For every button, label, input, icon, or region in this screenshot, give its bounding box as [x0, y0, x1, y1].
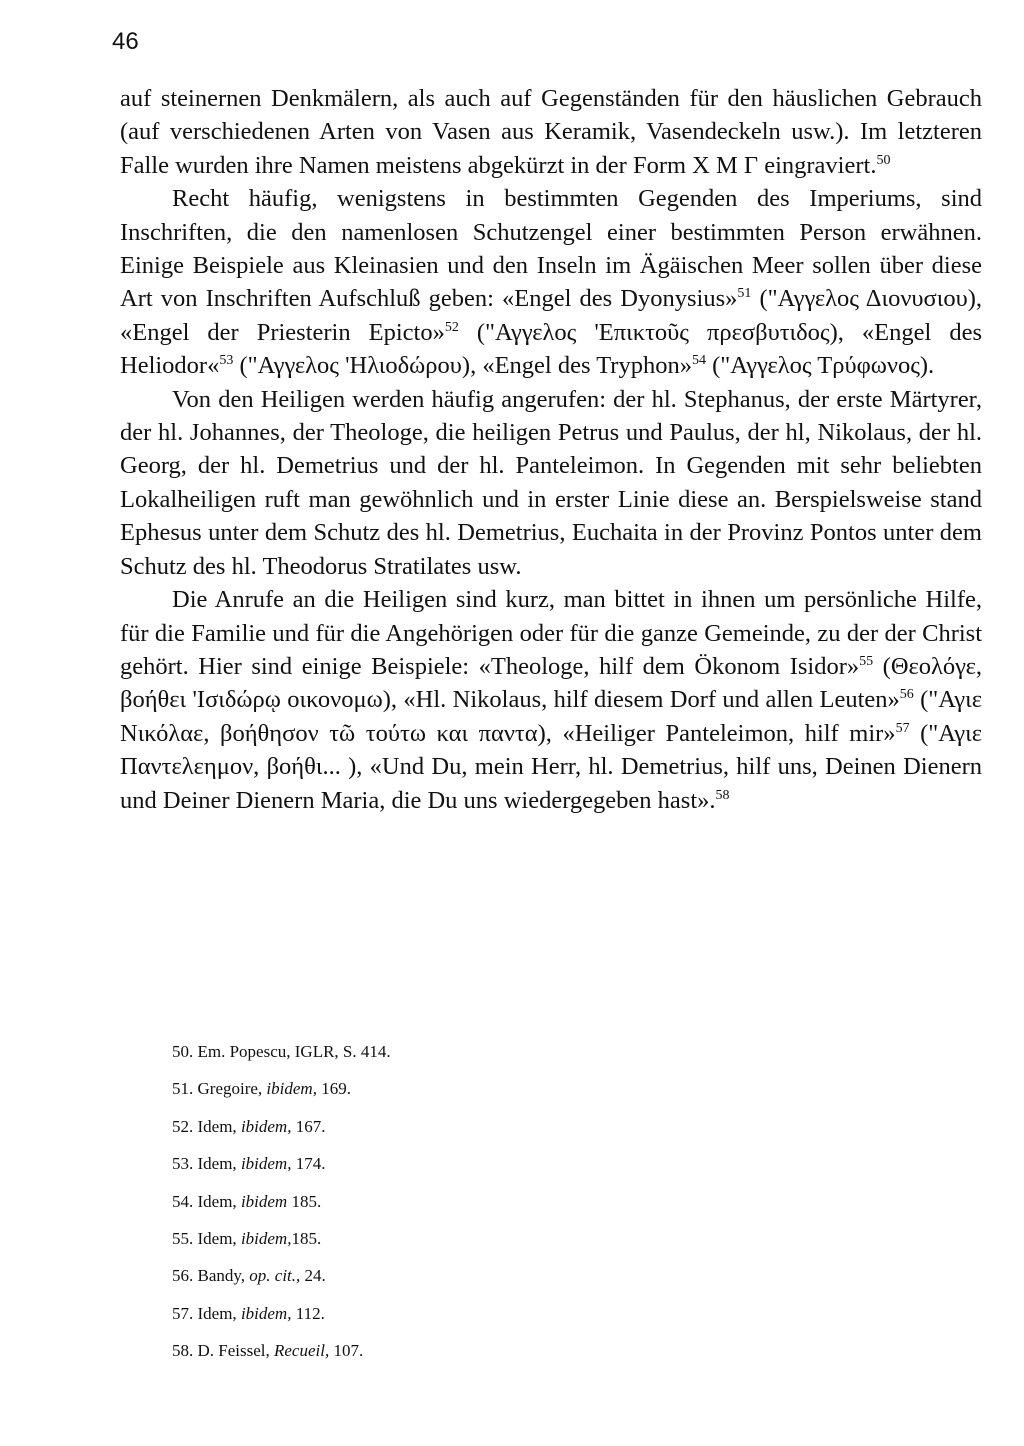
footnote-source: Idem,: [197, 1116, 241, 1136]
footnote-number: 55.: [172, 1228, 198, 1248]
text-run: ("Αγγελος Διονυσιου), «Engel der Priesterin Epicto»: [120, 285, 982, 346]
footnotes: [172, 1042, 391, 1379]
footnote-reference: 58: [715, 787, 730, 803]
footnote-item: [172, 1154, 391, 1174]
paragraph-p4: [120, 583, 982, 817]
footnote-page: 107.: [329, 1341, 364, 1361]
footnote-italic-ref: ibidem,: [240, 1154, 292, 1174]
text-run: ("Αγγελος 'Ηλιοδώρου), «Engel des Tryphon»: [233, 352, 692, 380]
footnote-number: 52.: [172, 1116, 198, 1136]
footnote-page: 174.: [291, 1154, 326, 1174]
text-run: ("Αγγελος Τρύφωνος).: [705, 352, 935, 380]
footnote-item: [172, 1079, 391, 1099]
footnote-source: Gregoire,: [197, 1079, 267, 1099]
footnote-source: Idem,: [197, 1191, 241, 1211]
paragraph-p3: [120, 383, 982, 583]
footnote-item: [172, 1304, 391, 1324]
footnote-reference: 56: [899, 687, 914, 703]
text-run: Von den Heiligen werden häufig angerufen: der hl. Stephanus, der erste Märtyrer, der hl. Johannes, der Theologe, die heiligen Petrus und Paulus, der hl, Nikolaus, der hl. Georg, der hl. Demetrius und der hl. Panteleimon. In Gegenden mit sehr beliebten Lokalheiligen ruft man gewöhnlich und in erster Linie diese an. Berspielsweise stand Ephesus unter dem Schutz des hl. Demetrius, Euchaita in der Provinz Pontos unter dem Schutz des hl. Theodorus Stratilates usw.: [120, 385, 982, 580]
text-run: ("Αγγελος 'Επικτοῦς πρεσβυτιδος), «Engel des Heliodor«: [120, 318, 982, 380]
page-number: 46: [112, 28, 139, 55]
footnote-source: Bandy,: [197, 1266, 250, 1286]
footnote-italic-ref: op. cit.,: [249, 1266, 301, 1286]
footnote-italic-ref: ibidem,: [240, 1303, 292, 1323]
footnote-number: 56.: [172, 1266, 198, 1286]
footnote-reference: 55: [859, 653, 874, 669]
footnote-reference: 51: [737, 286, 752, 302]
footnote-italic-ref: Recueil,: [274, 1341, 330, 1361]
footnote-italic-ref: ibidem,: [240, 1228, 292, 1248]
footnote-item: [172, 1192, 391, 1212]
footnote-page: 167.: [291, 1116, 326, 1136]
footnote-item: [172, 1117, 391, 1137]
footnote-reference: 52: [444, 319, 459, 335]
footnote-italic-ref: ibidem,: [266, 1079, 317, 1099]
footnote-source: Idem,: [197, 1154, 241, 1174]
text-run: auf steinernen Denkmälern, als auch auf Gegenständen für den häuslichen Gebrauch (auf verschiedenen Arten von Vasen aus Keramik, Vasendeckeln usw.). Im letzteren Falle wurden ihre Namen meistens abgekürzt in der Form Χ Μ Γ eingraviert.: [120, 85, 982, 179]
footnote-italic-ref: ibidem,: [240, 1116, 292, 1136]
footnote-page: 185.: [287, 1191, 322, 1211]
text-run: Recht häufig, wenigstens in bestimmten Gegenden des Imperiums, sind Inschriften, die den namenlosen Schutzengel einer bestimmten Person erwähnen. Einige Beispiele aus Kleinasien und den Inseln im Ägäischen Meer sollen über diese Art von Inschriften Aufschluß geben: «Engel des Dyonysius»: [120, 185, 982, 313]
footnote-source: Em. Popescu, IGLR, S. 414.: [197, 1042, 391, 1061]
footnote-number: 58.: [172, 1341, 198, 1361]
footnote-reference: 54: [691, 353, 706, 369]
footnote-page: 24.: [300, 1266, 326, 1286]
footnote-source: Idem,: [197, 1228, 241, 1248]
footnote-item: [172, 1266, 391, 1286]
footnote-number: 57.: [172, 1303, 198, 1323]
footnote-number: 54.: [172, 1191, 198, 1211]
footnote-reference: 53: [219, 353, 234, 369]
body-text: [120, 82, 982, 817]
footnote-item: [172, 1341, 391, 1361]
text-run: Die Anrufe an die Heiligen sind kurz, man bittet in ihnen um persönliche Hilfe, für die Familie und für die Angehörigen oder für die ganze Gemeinde, zu der der Christ gehört. Hier sind einige Beispiele: «Theologe, hilf dem Ökonom Isidor»: [120, 586, 982, 680]
footnote-number: 53.: [172, 1154, 198, 1174]
footnote-italic-ref: ibidem: [240, 1191, 288, 1211]
footnote-item: [172, 1229, 391, 1249]
footnote-number: 50.: [172, 1042, 198, 1061]
text-run: ("Αγιε Παντελεημον, βοήθι... ), «Und Du, mein Herr, hl. Demetrius, hilf uns, Deinen Dienern und Deiner Dienern Maria, die Du uns wiedergegeben hast».: [120, 719, 982, 814]
text-run: (Θεολόγε, βοήθει 'Ισιδώρῳ οικονομω), «Hl. Nikolaus, hilf diesem Dorf und allen Leuten»: [120, 652, 982, 714]
footnote-reference: 57: [895, 720, 910, 736]
footnote-source: Idem,: [197, 1303, 241, 1323]
footnote-item: [172, 1042, 391, 1062]
footnote-reference: 50: [876, 152, 891, 168]
paragraph-p1: [120, 82, 982, 182]
footnote-page: 185.: [291, 1228, 322, 1248]
paragraph-p2: [120, 182, 982, 382]
footnote-number: 51.: [172, 1079, 198, 1099]
text-run: ("Αγιε Νικόλαε, βοήθησον τῶ τούτω και παντα), «Heiliger Panteleimon, hilf mir»: [120, 686, 983, 747]
footnote-page: 112.: [291, 1303, 325, 1323]
footnote-source: D. Feissel,: [197, 1341, 274, 1361]
footnote-page: 169.: [316, 1079, 351, 1099]
